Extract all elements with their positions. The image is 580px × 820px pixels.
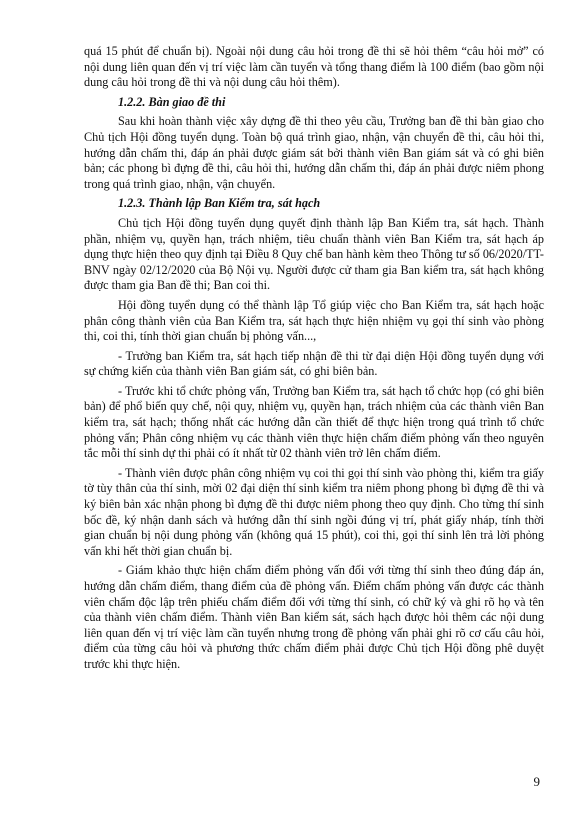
- document-page: [84, 44, 544, 677]
- paragraph-handover: Sau khi hoàn thành việc xây dựng đề thi theo yêu cầu, Trưởng ban đề thi bàn giao cho Chủ tịch Hội đồng tuyển dụng. Toàn bộ quá trình giao, nhận, vận chuyển đề thi, câu hỏi thi, hướng dẫn chấm thi, đáp án phải được giám sát bởi thành viên Ban giám sát và có ghi biên bản; các phong bì đựng đề thi, câu hỏi thi, hướng dẫn chấm thi, đáp án phải được niêm phong trong quá trình giao, nhận, vận chuyển.: [84, 114, 544, 191]
- page-number: 9: [533, 774, 540, 789]
- section-heading-handover: 1.2.2. Bàn giao đề thi: [118, 94, 226, 109]
- paragraph-proctoring: - Thành viên được phân công nhiệm vụ coi thi gọi thí sinh vào phòng thi, kiểm tra giấy tờ tùy thân của thí sinh, mời 02 đại diện thí sinh kiểm tra niêm phong phong bì đựng đề thi và ký biên bản xác nhận phong bì đựng đề thi được niêm phong theo quy định. Cho từng thí sinh bốc đề, ký nhận danh sách và hướng dẫn thí sinh ngồi đúng vị trí, phát giấy nháp, tính thời gian chuẩn bị nội dung phỏng vấn (không quá 15 phút), coi thi, gọi thí sinh lên trả lời phỏng vấn khi hết thời gian chuẩn bị.: [84, 465, 544, 558]
- paragraph-grading: - Giám khảo thực hiện chấm điểm phỏng vấn đối với từng thí sinh theo đúng đáp án, hướng dẫn chấm điểm, thang điểm của đề phỏng vấn. Điểm chấm phỏng vấn được các thành viên chấm độc lập trên phiếu chấm điểm đối với từng thí sinh, có chữ ký và ghi rõ họ và tên của thành viên chấm điểm. Thành viên Ban kiểm sát, sách hạch được hỏi thêm các nội dung liên quan đến vị trí việc làm cần tuyển nhưng trong đề phỏng vấn phải ghi rõ cơ cấu câu hỏi, điểm của từng câu hỏi và phương thức chấm điểm phải được Chủ tịch Hội đồng phê duyệt trước khi thực hiện.: [84, 563, 544, 671]
- section-heading-exam-board: 1.2.3. Thành lập Ban Kiểm tra, sát hạch: [118, 196, 321, 211]
- paragraph-support-team: Hội đồng tuyển dụng có thể thành lập Tổ giúp việc cho Ban Kiểm tra, sát hạch hoặc phân công thành viên của Ban Kiểm tra, sát hạch thực hiện nhiệm vụ gọi thí sinh vào phòng thi, coi thi, tính thời gian chuẩn bị phỏng vấn...,: [84, 297, 544, 344]
- paragraph-board-establishment: Chủ tịch Hội đồng tuyển dụng quyết định thành lập Ban Kiểm tra, sát hạch. Thành phần, nhiệm vụ, quyền hạn, trách nhiệm, tiêu chuẩn thành viên Ban Kiểm tra, sát hạch áp dụng thực hiện theo quy định tại Điều 8 Quy chế ban hành kèm theo Thông tư số 06/2020/TT-BNV ngày 02/12/2020 của Bộ Nội vụ. Người được cử tham gia Ban kiểm tra, sát hạch không được tham gia Ban đề thi; Ban coi thi.: [84, 215, 544, 293]
- paragraph-continuation: quá 15 phút để chuẩn bị). Ngoài nội dung câu hỏi trong đề thi sẽ hỏi thêm “câu hỏi mở” có nội dung liên quan đến vị trí việc làm cần tuyển và tổng thang điểm là 100 điểm (bao gồm nội dung câu hỏi trong đề thi và nội dung câu hỏi thêm).: [84, 44, 544, 90]
- paragraph-receive-exam: - Trưởng ban Kiểm tra, sát hạch tiếp nhận đề thi từ đại diện Hội đồng tuyển dụng với sự chứng kiến của thành viên Ban giám sát, có ghi biên bản.: [84, 348, 544, 379]
- paragraph-meeting: - Trước khi tổ chức phỏng vấn, Trưởng ban Kiểm tra, sát hạch tổ chức họp (có ghi biên bản) để phổ biến quy chế, nội quy, nhiệm vụ, quyền hạn, trách nhiệm của các thành viên Ban kiểm tra, sát hạch; thống nhất các hướng dẫn cần thiết để thực hiện trong quá trình tổ chức phỏng vấn; Phân công nhiệm vụ các thành viên thực hiện chấm điểm phỏng vấn theo nguyên tắc mỗi thí sinh dự thi phải có ít nhất từ 02 thành viên trở lên chấm điểm.: [84, 383, 544, 461]
